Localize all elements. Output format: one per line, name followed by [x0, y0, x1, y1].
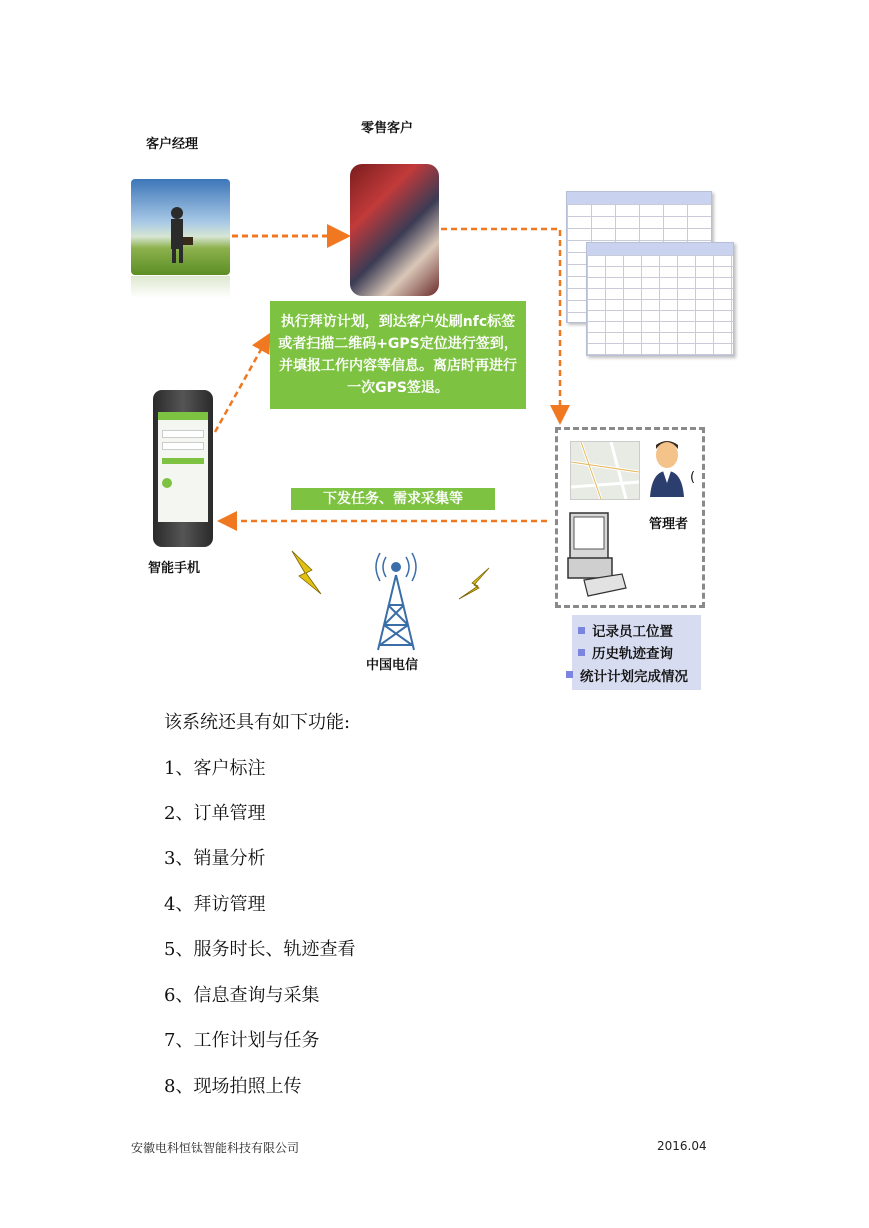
computer-icon: [562, 510, 628, 600]
feature-list-item: 8、现场拍照上传: [164, 1076, 302, 1097]
bullet-icon: [566, 671, 573, 678]
bullet-icon: [578, 649, 585, 656]
manager-label: 管理者: [649, 517, 689, 532]
lightning-left-icon: [292, 551, 321, 594]
smartphone-label: 智能手机: [148, 561, 201, 576]
photo-reflection: [131, 276, 230, 298]
feature-list-item: 7、工作计划与任务: [164, 1030, 320, 1051]
section-title: 该系统还具有如下功能:: [164, 712, 351, 733]
feature-label: 历史轨迹查询: [592, 646, 673, 663]
lightning-right-icon: [459, 568, 489, 599]
visit-instruction-box: 执行拜访计划，到达客户处刷nfc标签或者扫描二维码+GPS定位进行签到，并填报工作内容等信息。离店时再进行一次GPS签退。: [270, 301, 526, 409]
phone-screen: [158, 412, 208, 522]
report-table-front: [586, 242, 734, 356]
feature-item: [578, 620, 701, 640]
telecom-label: 中国电信: [366, 658, 419, 673]
footer-date: 2016.04: [657, 1139, 707, 1153]
retail-customer-label: 零售客户: [361, 121, 414, 136]
feature-item: [578, 642, 701, 662]
cell-tower-icon: [376, 553, 416, 650]
arrow-phone-to-visit: [215, 337, 268, 432]
footer-company: 安徽电科恒钛智能科技有限公司: [131, 1141, 300, 1155]
manager-avatar-icon: [648, 437, 686, 499]
customer-manager-label: 客户经理: [146, 137, 199, 152]
feature-list-item: 2、订单管理: [164, 803, 266, 824]
side-glyph: (: [690, 470, 696, 485]
map-thumbnail: [570, 441, 640, 500]
feature-list-item: 6、信息查询与采集: [164, 985, 320, 1006]
bullet-icon: [578, 627, 585, 634]
feature-label: 记录员工位置: [592, 624, 673, 641]
customer-manager-photo: [131, 179, 230, 275]
feature-item: [566, 665, 701, 685]
feature-list-item: 4、拜访管理: [164, 894, 266, 915]
task-dispatch-bar: 下发任务、需求采集等: [291, 488, 495, 510]
retail-customer-photo: [350, 164, 439, 296]
feature-list-item: 1、客户标注: [164, 758, 266, 779]
management-features: [572, 615, 701, 690]
feature-label: 统计计划完成情况: [580, 668, 688, 685]
feature-list-item: 3、销量分析: [164, 848, 266, 869]
feature-list-item: 5、服务时长、轨迹查看: [164, 939, 356, 960]
